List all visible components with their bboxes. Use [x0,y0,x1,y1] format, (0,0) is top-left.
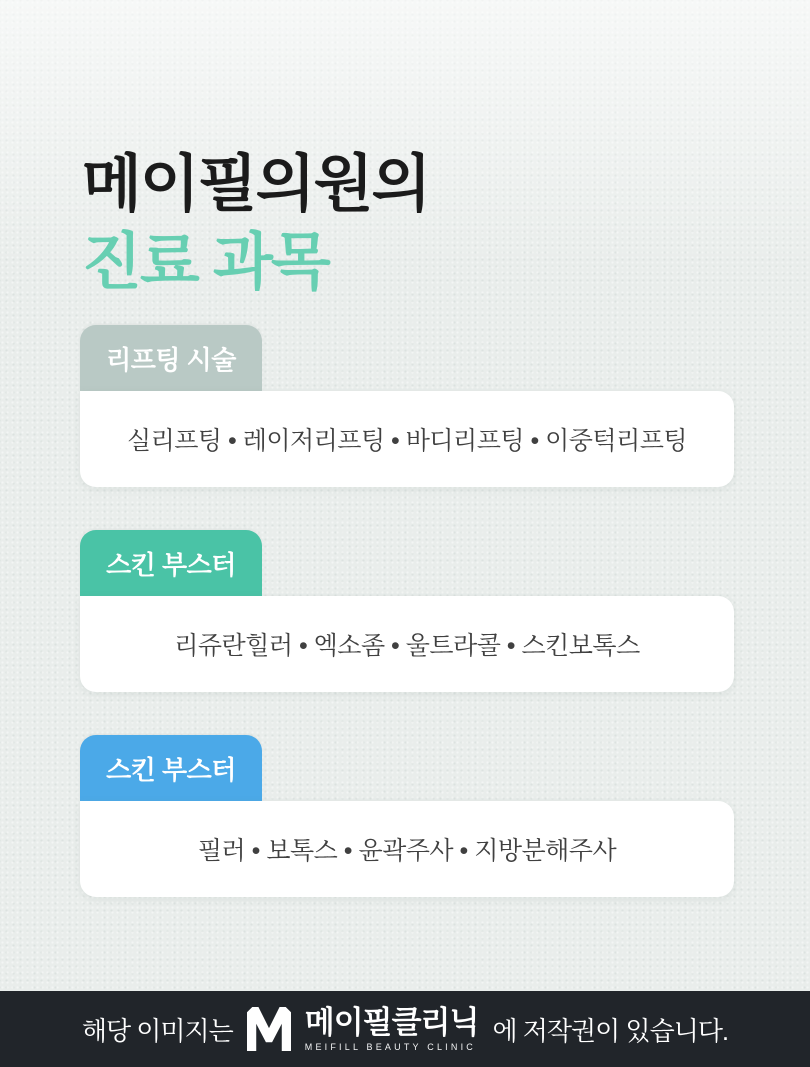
footer-prefix-text: 해당 이미지는 [81,1015,233,1046]
section-items-text: 실리프팅 • 레이저리프팅 • 바디리프팅 • 이중턱리프팅 [126,427,688,455]
section-label-injection: 스킨 부스터 [80,735,262,801]
section-items-text: 필러 • 보톡스 • 윤곽주사 • 지방분해주사 [197,837,617,865]
footer-suffix-text: 에 저작권이 있습니다. [492,1015,729,1046]
section-items-injection [80,801,734,897]
page-title [82,146,429,302]
meifill-m-logo-icon [247,1007,291,1051]
section-label-skin-booster: 스킨 부스터 [80,530,262,596]
section-items-skin-booster [80,596,734,692]
brand-name: 메이필클리닉 [304,1004,479,1040]
section-injection [80,735,734,897]
brand-block [304,1004,479,1052]
title-line2: 진료 과목 [82,227,329,297]
title-line1: 메이필의원의 [82,149,430,219]
copyright-footer [0,991,810,1067]
section-lifting [80,325,734,487]
brand-tagline: MEIFILL BEAUTY CLINIC [304,1041,476,1052]
section-label-lifting: 리프팅 시술 [80,325,262,391]
section-items-lifting [80,391,734,487]
section-skin-booster [80,530,734,692]
section-items-text: 리쥬란힐러 • 엑소좀 • 울트라콜 • 스킨보톡스 [174,632,640,660]
